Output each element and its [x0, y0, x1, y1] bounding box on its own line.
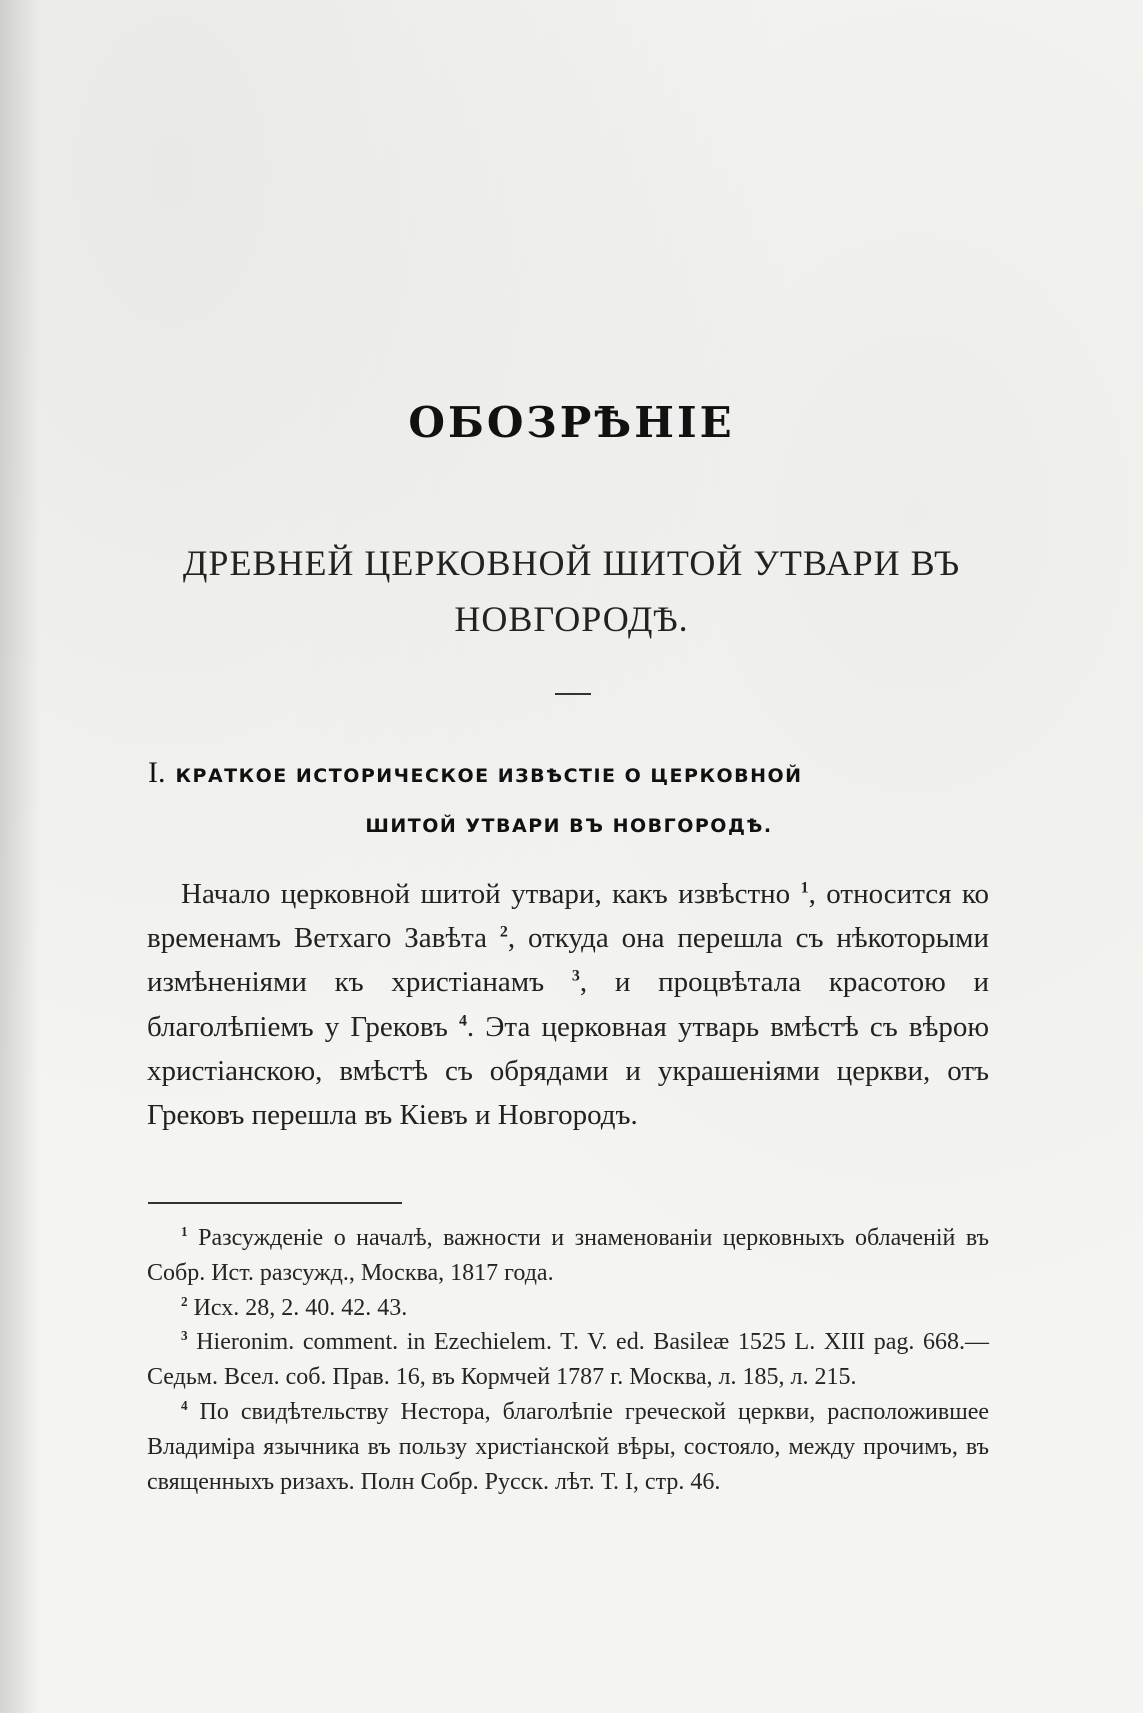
page-subtitle: ДРЕВНЕЙ ЦЕРКОВНОЙ ШИТОЙ УТВАРИ ВЪ НОВГОРОДѢ.: [182, 543, 961, 639]
footnote-ref-1: 1: [800, 879, 809, 897]
page-title: ОБОЗРѢНІЕ: [408, 398, 735, 447]
footnote-ref-3: 3: [571, 967, 580, 985]
section-heading: [148, 748, 990, 851]
footnote-mark: 3: [181, 1328, 188, 1344]
footnote-text: Hieronim. comment. in Ezechielem. T. V. ed. Basileæ 1525 L. XIII pag. 668.—Седьм. Всел. соб. Прав. 16, въ Кормчей 1787 г. Москва, л. 185, л. 215.: [147, 1329, 990, 1391]
body-text-part: , откуда она перешла съ нѣкоторыми измѣненіями къ христіанамъ: [147, 922, 989, 999]
section-number: I.: [148, 756, 166, 789]
footnote-1: [147, 1221, 989, 1291]
footnotes: [147, 1221, 989, 1499]
body-text-part: Начало церковной шитой утвари, какъ извѣстно: [181, 878, 801, 910]
footnote-text: Разсужденіе о началѣ, важности и знаменованіи церковныхъ облаченій въ Собр. Ист. разсужд., Москва, 1817 года.: [147, 1225, 990, 1286]
page-edge-shadow: [0, 0, 40, 1713]
body-text-part: . Эта церковная утварь вмѣстѣ съ вѣрою христіанскою, вмѣстѣ съ обрядами и украшеніями церкви, отъ Грековъ перешла въ Кіевъ и Новгородъ.: [147, 1010, 989, 1132]
section-heading-line1: КРАТКОЕ ИСТОРИЧЕСКОЕ ИЗВѢСТІЕ О ЦЕРКОВНОЙ: [175, 765, 803, 787]
footnote-3: [147, 1325, 989, 1395]
footnote-mark: 2: [181, 1293, 188, 1309]
footnote-text: По свидѣтельству Нестора, благолѣпіе греческой церкви, расположившее Владиміра язычника въ пользу христіанской вѣры, состояло, между прочимъ, въ священныхъ ризахъ. Полн Собр. Русск. лѣт. Т. I, стр. 46.: [147, 1398, 990, 1495]
footnote-4: [147, 1395, 989, 1499]
footnote-ref-4: 4: [458, 1011, 467, 1029]
footnote-ref-2: 2: [499, 923, 508, 941]
body-paragraph: [147, 872, 989, 1137]
section-heading-line2: ШИТОЙ УТВАРИ ВЪ НОВГОРОДѢ.: [365, 815, 773, 837]
footnote-separator: [148, 1202, 402, 1204]
footnote-text: Исх. 28, 2. 40. 42. 43.: [193, 1294, 408, 1321]
footnote-2: [147, 1291, 989, 1326]
body-text-part: , и процвѣтала красотою и благолѣпіемъ у Грековъ: [147, 966, 990, 1043]
title-divider: [555, 693, 591, 695]
body-text-part: , относится ко временамъ Ветхаго Завѣта: [147, 878, 989, 955]
footnote-mark: 1: [181, 1224, 188, 1239]
footnote-mark: 4: [181, 1397, 188, 1413]
